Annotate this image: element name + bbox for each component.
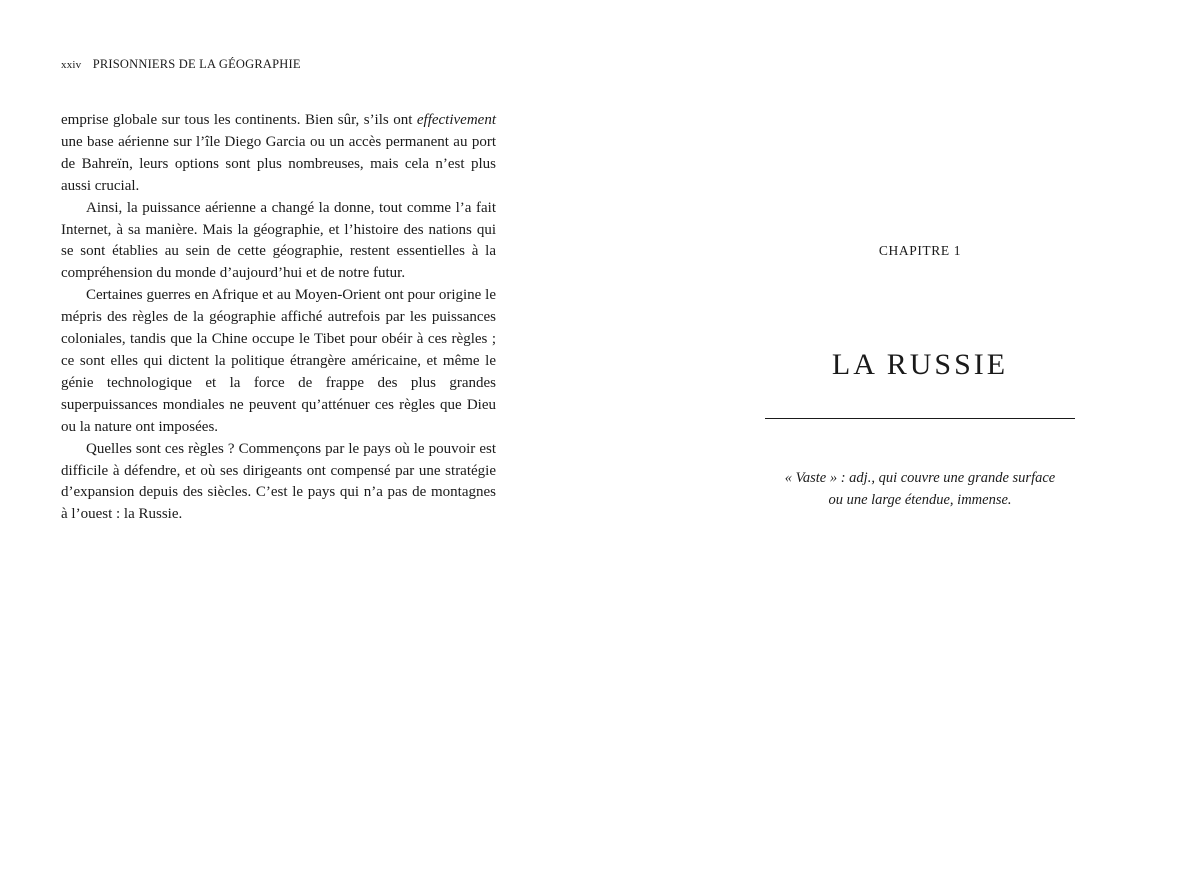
paragraph-1: [61, 110, 496, 198]
emphasis-effectivement: effectivement: [416, 112, 496, 128]
left-page-body: [61, 110, 496, 526]
chapter-divider: [765, 418, 1075, 419]
paragraph-3: Certaines guerres en Afrique et au Moyen-Orient ont pour origine le mépris des règles de la géographie affiché autrefois par les puissances coloniales, tandis que la Chine occupe le Tibet pour obéir à ces règles ; ce sont elles qui dictent la politique étrangère américaine, et même le génie technologique et la force de frappe des plus grandes superpuissances mondiales ne peuvent qu’atténuer ces règles que Dieu ou la nature ont imposées.: [61, 287, 496, 435]
paragraph-1-end: une base aérienne sur l’île Diego Garcia ou un accès permanent au port de Bahreïn, leurs options sont plus nombreuses, mais cela n’est plus aussi crucial.: [61, 133, 496, 194]
running-title: PRISONNIERS DE LA GÉOGRAPHIE: [92, 57, 301, 71]
page-number: xxiv: [61, 59, 82, 71]
paragraph-1-start: emprise globale sur tous les continents. Bien sûr, s’ils ont: [61, 112, 417, 128]
chapter-title: LA RUSSIE: [831, 348, 1009, 381]
paragraph-2: Ainsi, la puissance aérienne a changé la donne, tout comme l’a fait Internet, à sa manière. Mais la géographie, et l’histoire des nations qui se sont établies au sein de cette géographie, restent essentielles à la compréhension du monde d’aujourd’hui et de notre futur.: [61, 199, 496, 282]
epigraph-line-2: ou une large étendue, immense.: [828, 491, 1012, 508]
chapter-label: CHAPITRE 1: [878, 243, 962, 258]
paragraph-4: Quelles sont ces règles ? Commençons par le pays où le pouvoir est difficile à défendre, et où ses dirigeants ont compensé par une stratégie d’expansion depuis des siècles. C’est le pays qui n’a pas de montagnes à l’ouest : la Russie.: [61, 440, 496, 523]
epigraph-line-1: « Vaste » : adj., qui couvre une grande surface: [784, 470, 1056, 486]
running-head: [61, 57, 301, 72]
epigraph: [765, 468, 1075, 511]
